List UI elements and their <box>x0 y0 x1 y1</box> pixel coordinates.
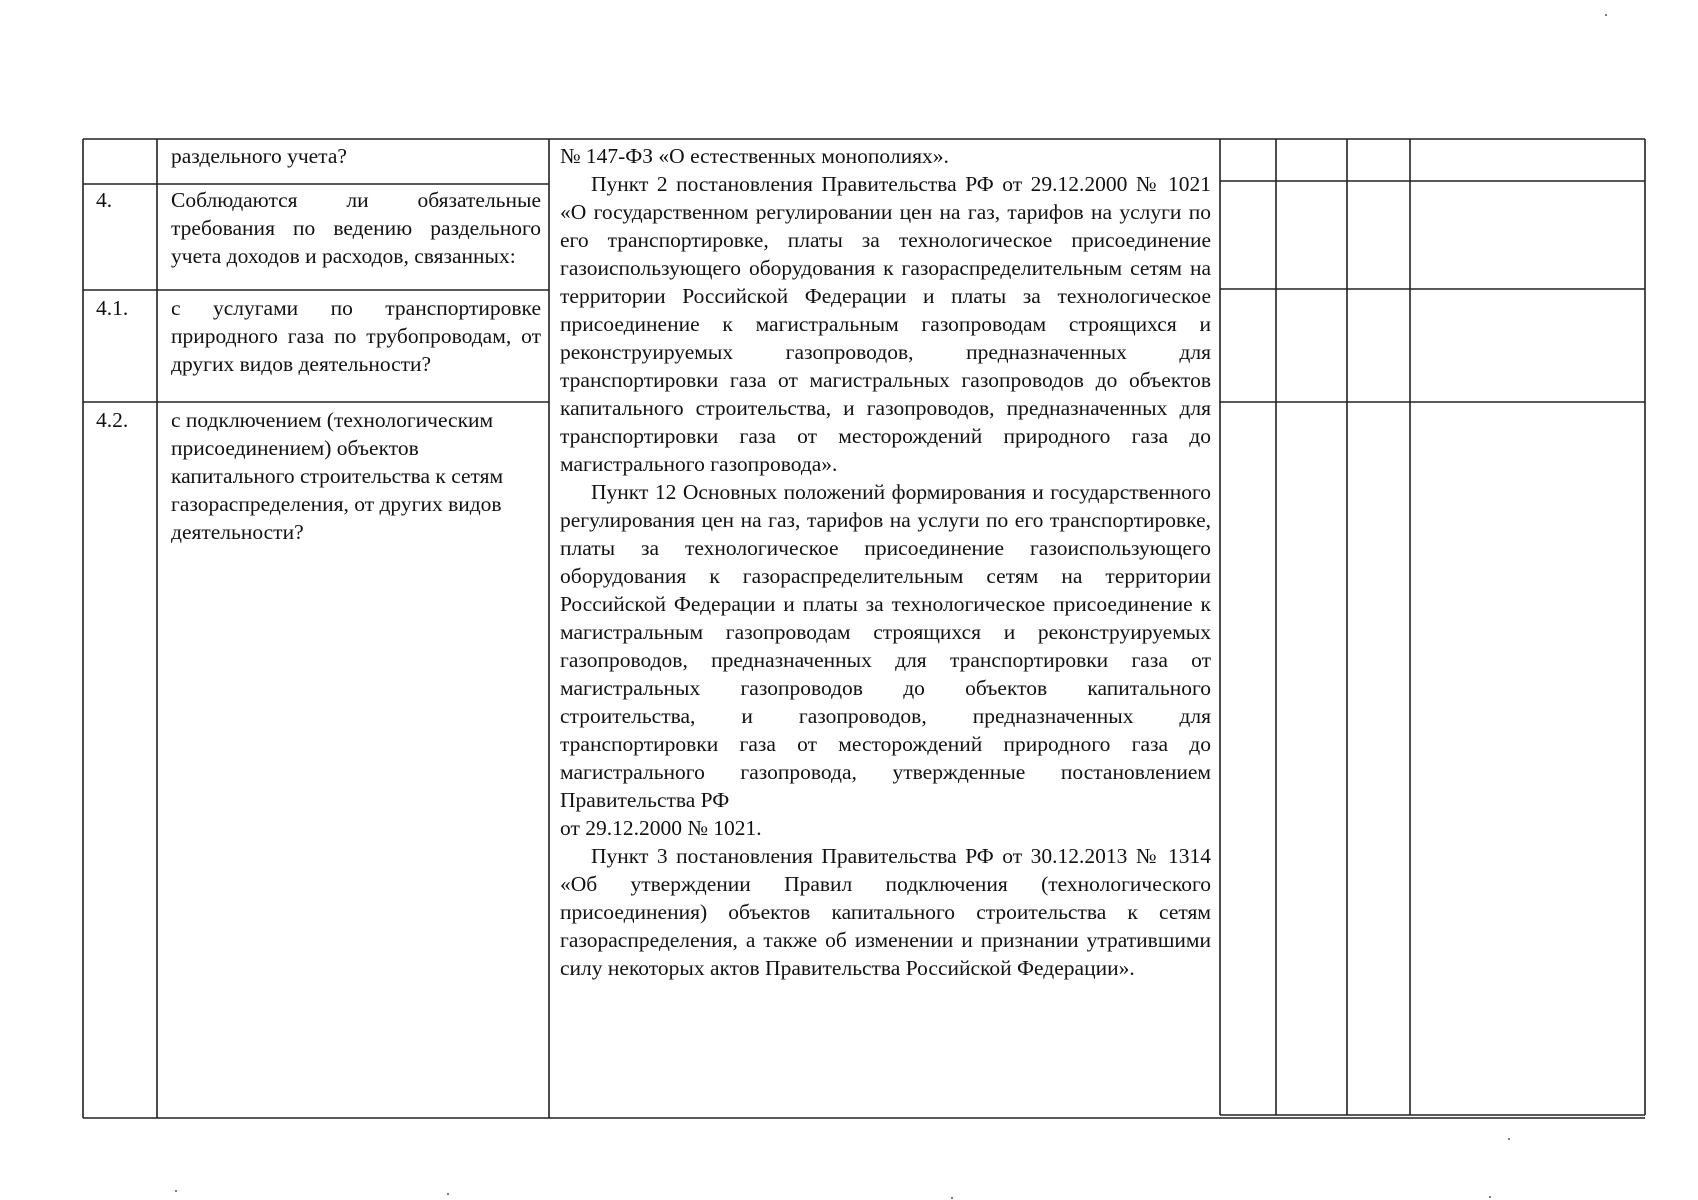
legal-basis-cell <box>560 142 1211 982</box>
scan-speck <box>175 1190 177 1192</box>
scan-speck <box>1489 1196 1491 1198</box>
question-text: с подключением (технологическим присоединением) объектов капитального строительства к сетям газораспределения, от других видов деятельности? <box>171 408 504 544</box>
question-text: раздельного учета? <box>171 144 347 168</box>
scan-speck <box>951 1197 953 1199</box>
item-number: 4.1. <box>96 296 129 320</box>
scan-speck <box>1605 14 1607 16</box>
question-text: с услугами по транспортировке природного газа по трубопроводам, от других видов деятельности? <box>171 296 541 376</box>
item-number: 4.2. <box>96 408 129 432</box>
item-number: 4. <box>96 188 113 212</box>
legal-basis-paragraph: Пункт 3 постановления Правительства РФ от 30.12.2013 № 1314 «Об утверждении Правил подключения (технологического присоединения) объектов капитального строительства к сетям газораспределения, а также об изменении и признании утратившими силу некоторых актов Правительства Российской Федерации». <box>560 844 1211 980</box>
item-number-cell <box>96 186 152 214</box>
scan-speck <box>447 1193 449 1195</box>
question-cell-continued <box>171 142 541 170</box>
legal-basis-paragraph: от 29.12.2000 № 1021. <box>560 816 762 840</box>
question-cell <box>171 406 541 546</box>
scan-speck <box>1508 1138 1510 1140</box>
legal-basis-paragraph: Пункт 2 постановления Правительства РФ от 29.12.2000 № 1021 «О государственном регулировании цен на газ, тарифов на услуги по его транспортировке, платы за технологическое присоединение газоиспользующего оборудования к газораспределительным сетям на территории Российской Федерации и платы за технологическое присоединение к магистральным газопроводам строящихся и реконструируемых газопроводов, предназначенных для транспортировки газа от магистральных газопроводов до объектов капитального строительства, и газопроводов, предназначенных для транспортировки газа от месторождений природного газа до магистрального газопровода». <box>560 172 1211 476</box>
question-cell <box>171 294 541 378</box>
question-cell <box>171 186 541 270</box>
question-text: Соблюдаются ли обязательные требования по ведению раздельного учета доходов и расходов, связанных: <box>171 188 541 268</box>
item-number-cell <box>96 406 152 434</box>
legal-basis-paragraph: Пункт 12 Основных положений формирования и государственного регулирования цен на газ, тарифов на услуги по его транспортировке, платы за технологическое присоединение газоиспользующего оборудования к газораспределительным сетям на территории Российской Федерации и платы за технологическое присоединение к магистральным газопроводам строящихся и реконструируемых газопроводов, предназначенных для транспортировки газа от магистральных газопроводов до объектов капитального строительства, и газопроводов, предназначенных для транспортировки газа от месторождений природного газа до магистрального газопровода, утвержденные постановлением Правительства РФ <box>560 480 1211 812</box>
legal-basis-paragraph: № 147-ФЗ «О естественных монополиях». <box>560 144 949 168</box>
item-number-cell <box>96 294 152 322</box>
